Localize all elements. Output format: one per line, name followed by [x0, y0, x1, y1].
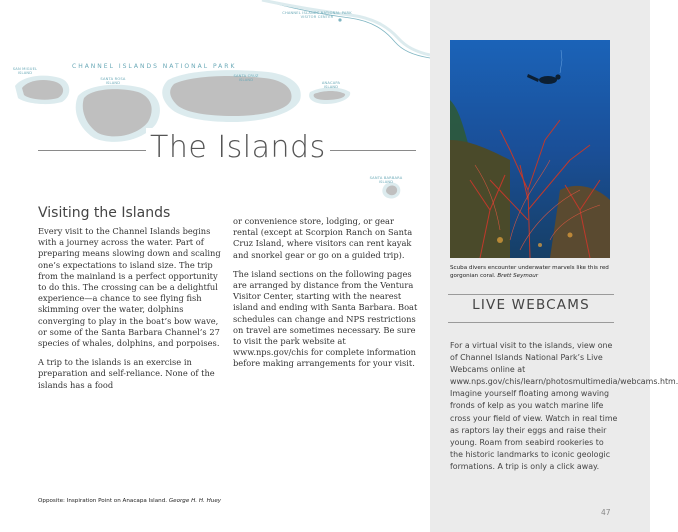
mainland-coastline [262, 0, 430, 58]
webcams-heading: LIVE WEBCAMS [472, 297, 590, 313]
channel-islands-map [0, 0, 430, 210]
photo-caption-credit: Brett Seymour [497, 273, 539, 279]
webcams-body-text: For a virtual visit to the islands, view one of Channel Islands National Park’s Live Webcams online at www.nps.gov/chis/learn/photosmultimedia/webcams.htm. Imagine yourself floating among waving fronds of kelp as you watch marine life cross your field of view. Watch in real time as raptors lay their eggs and raise their young. Roam from seabird rookeries to the historic landmarks to iconic geologic formations. A trip is only a click away. [450, 341, 678, 471]
body-column-1 [38, 226, 221, 399]
body-paragraph: The island sections on the following pages are arranged by distance from the Ventura Visitor Center, starting with the nearest island and ending with Santa Barbara. Boat schedules can change and NPS restrictions on travel are sometimes necessary. Be sure to visit the park website at www.nps.gov/chis for complete information before making arrangements for your visit. [233, 268, 418, 369]
caption-credit: George H. H. Huey [168, 498, 222, 504]
body-column-2 [233, 216, 418, 378]
caption-text: Opposite: Inspiration Point on Anacapa Island. [38, 498, 168, 504]
photo-graphic [450, 40, 610, 258]
page-number: 47 [601, 508, 611, 517]
photo-caption-text: Scuba divers encounter underwater marvels like this red gorgonian coral. [450, 265, 609, 279]
map-label-santa-barbara: SANTA BARBARA ISLAND [369, 176, 403, 185]
page-title: The Islands [146, 128, 330, 168]
map-label-santa-cruz: SANTA CRUZ ISLAND [233, 74, 259, 83]
map-label-anacapa: ANACAPA ISLAND [321, 81, 341, 90]
photo-caption [450, 264, 618, 280]
map-label-san-miguel: SAN MIGUEL ISLAND [12, 67, 38, 76]
body-paragraph: or convenience store, lodging, or gear rental (except at Scorpion Ranch on Santa Cruz Island, where visitors can rent kayak and snorkel gear or go on a guided trip). [233, 216, 413, 260]
section-heading: Visiting the Islands [38, 205, 171, 221]
body-paragraph: A trip to the islands is an exercise in preparation and self-reliance. None of the islands has a food [38, 357, 215, 390]
webcam-rule-bottom [448, 322, 614, 323]
map-park-title: CHANNEL ISLANDS NATIONAL PARK [72, 63, 237, 70]
map-label-santa-rosa: SANTA ROSA ISLAND [100, 77, 126, 86]
body-paragraph: Every visit to the Channel Islands begins with a journey across the water. Part of preparing means slowing down and scaling one’s expectations to island size. The trip from the mainland is a perfect opportunity to do this. The crossing can be a delightful experience—a chance to see flying fish skimming over the water, dolphins converging to play in the boat’s bow wave, or some of the Santa Barbara Channel’s 27 species of whales, dolphins, and porpoises. [38, 226, 221, 349]
opposite-photo-caption [38, 498, 221, 504]
webcam-rule-top [448, 294, 614, 295]
map-label-visitor-center: CHANNEL ISLANDS NATIONAL PARK VISITOR CENTER [282, 11, 352, 20]
underwater-coral-photo [450, 40, 610, 258]
hero-rule-left [38, 150, 150, 151]
mainland-coastline-outer [262, 0, 430, 55]
